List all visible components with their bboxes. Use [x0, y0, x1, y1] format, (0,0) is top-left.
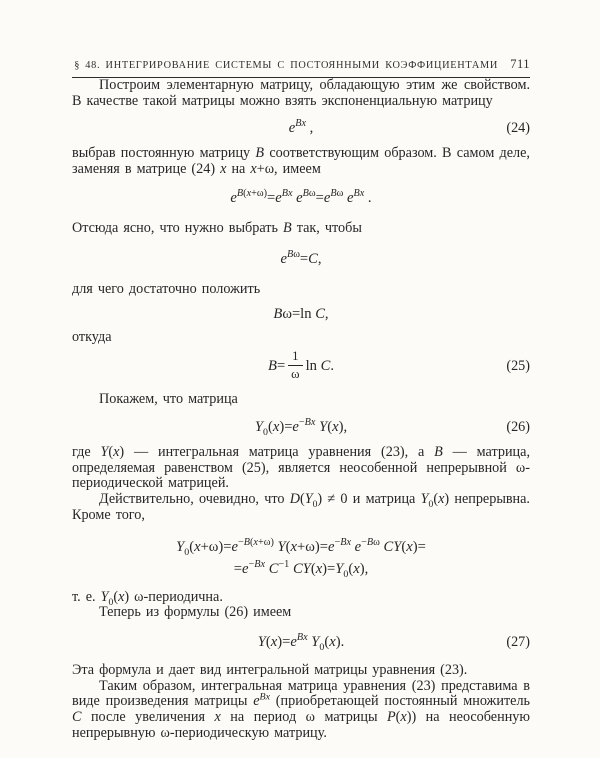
equation-periodicity-line1: $Y_0(x+\omega)=e^{-B(x+\omega)}$ $Y(x+\omega)=e^{-Bx}$ $e^{-B\omega}$ CY(x)=	[176, 536, 426, 558]
equation-24-formula: $e^{Bx}$ ,	[288, 118, 314, 137]
equation-27-formula: $Y(x)=e^{Bx}$ $Y_0(x)$.	[257, 632, 345, 653]
paragraph-hence: Отсюда ясно, что нужно выбрать B так, чтобы	[72, 219, 362, 236]
equation-25-formula	[268, 348, 334, 381]
equation-27-number: (27)	[506, 633, 530, 650]
fraction-denominator: ω	[291, 366, 300, 381]
equation-exponent-product	[72, 188, 530, 208]
equation-bw-lnc-formula: Bω=ln C,	[273, 306, 329, 323]
equation-25-rhs: ln C.	[305, 358, 334, 375]
equation-24-number: (24)	[506, 120, 530, 137]
equation-26-number: (26)	[506, 419, 530, 436]
equation-bw-lnc	[72, 304, 530, 324]
paragraph-suffices: для чего достаточно положить	[72, 280, 261, 297]
paragraph-choose-b: выбрав постоянную матрицу B соответствующим образом. В самом деле, заменяя в матрице (24) x на x+ω, имеем	[72, 145, 530, 178]
equation-25-number: (25)	[506, 357, 530, 374]
equation-periodicity-line2: $=e^{-Bx}$ $C^{-1}$ $CY(x)=Y_0(x)$,	[233, 558, 369, 580]
equation-26	[72, 417, 530, 437]
equation-periodicity	[72, 536, 530, 580]
fraction-numerator: 1	[288, 349, 302, 366]
paragraph-where-y: где Y(x) — интегральная матрица уравнения (23), а B — матрица, определяемая равенством (25), является неособенной непрерывной ω-периодической матрицей.	[72, 444, 530, 492]
paragraph-now-from: Теперь из формулы (26) имеем	[99, 604, 292, 621]
paragraph-formula-gives: Эта формула и дает вид интегральной матрицы уравнения (23).	[72, 661, 468, 678]
section-title: § 48. ИНТЕГРИРОВАНИЕ СИСТЕМЫ С ПОСТОЯННЫМИ КОЭФФИЦИЕНТАМИ	[74, 60, 499, 71]
equation-26-formula: $Y_0(x)=e^{-Bx}$ Y(x),	[254, 417, 348, 438]
text-block	[72, 57, 530, 741]
paragraph-show-matrix: Покажем, что матрица	[99, 391, 238, 408]
paragraph-ie-periodic: т. е. $Y_0(x)$ ω-периодична.	[72, 588, 223, 608]
equation-exponent-product-formula: $e^{B(x+\omega)}=e^{Bx}$ $e^{B\omega}=e^{B\omega}$ $e^{Bx}$ .	[230, 187, 372, 206]
page-number: 711	[510, 57, 530, 71]
paragraph-intro: Построим элементарную матрицу, обладающую этим же свойством. В качестве такой матрицы можно взять экспоненциальную матрицу	[72, 77, 530, 109]
equation-25	[72, 348, 530, 383]
paragraph-indeed: Действительно, очевидно, что $D(Y_0) \ne 0$ и матрица $Y_0(x)$ непрерывна. Кроме того,	[72, 491, 530, 523]
paragraph-whence: откуда	[72, 329, 112, 346]
equation-ebw-c-formula: $e^{B\omega}=C$,	[280, 248, 322, 267]
paragraph-conclusion: Таким образом, интегральная матрица уравнения (23) представима в виде произведения матрицы $e^{Bx}$ (приобретающей постоянный множитель C после увеличения x на период ω матрицы P(x)) на неособенную непрерывную ω-периодическую матрицу.	[72, 677, 530, 741]
equation-27	[72, 632, 530, 652]
equation-ebw-c	[72, 249, 530, 269]
running-header	[72, 57, 530, 78]
fraction	[288, 349, 302, 381]
equation-24	[72, 118, 530, 138]
equation-25-lhs: B=	[268, 358, 286, 375]
